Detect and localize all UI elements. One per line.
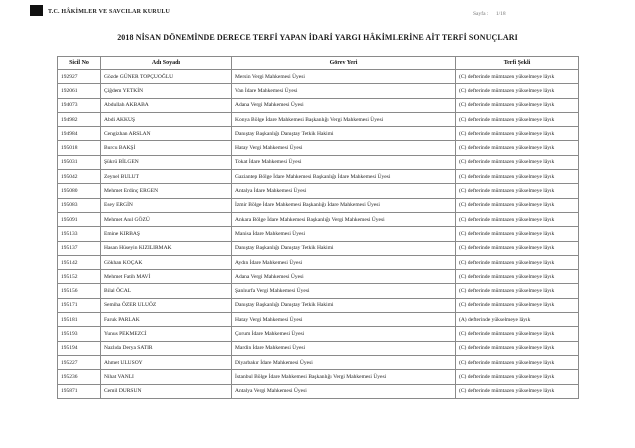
cell-gorev-yeri: Mardin İdare Mahkemesi Üyesi xyxy=(232,341,456,355)
cell-sicil-no: 194073 xyxy=(58,98,101,112)
table-row xyxy=(58,212,579,226)
cell-sicil-no: 195133 xyxy=(58,227,101,241)
cell-terfi-sekli: (C) defterinde mümtazen yükselmeye lâyık xyxy=(456,170,579,184)
cell-adi-soyadi: Şükrü BİLGEN xyxy=(101,155,232,169)
cell-terfi-sekli: (C) defterinde mümtazen yükselmeye lâyık xyxy=(456,155,579,169)
cell-adi-soyadi: Gökhan KOÇAK xyxy=(101,255,232,269)
cell-gorev-yeri: Adana Vergi Mahkemesi Üyesi xyxy=(232,98,456,112)
table-row xyxy=(58,70,579,84)
table-row xyxy=(58,112,579,126)
cell-gorev-yeri: Van İdare Mahkemesi Üyesi xyxy=(232,84,456,98)
cell-gorev-yeri: Danıştay Başkanlığı Danıştay Tetkik Hakimi xyxy=(232,298,456,312)
cell-adi-soyadi: Semiha ÖZER ULUÖZ xyxy=(101,298,232,312)
cell-sicil-no: 195171 xyxy=(58,298,101,312)
cell-adi-soyadi: Ahmet ULUSOY xyxy=(101,355,232,369)
cell-gorev-yeri: Şanlıurfa Vergi Mahkemesi Üyesi xyxy=(232,284,456,298)
cell-gorev-yeri: İzmir Bölge İdare Mahkemesi Başkanlığı İdare Mahkemesi Üyesi xyxy=(232,198,456,212)
cell-gorev-yeri: Antalya İdare Mahkemesi Üyesi xyxy=(232,184,456,198)
cell-sicil-no: 192927 xyxy=(58,70,101,84)
cell-sicil-no: 195156 xyxy=(58,284,101,298)
table-row xyxy=(58,270,579,284)
cell-adi-soyadi: Cemil DURSUN xyxy=(101,384,232,398)
table-row xyxy=(58,184,579,198)
table-row xyxy=(58,241,579,255)
cell-gorev-yeri: Manisa İdare Mahkemesi Üyesi xyxy=(232,227,456,241)
cell-terfi-sekli: (C) defterinde mümtazen yükselmeye lâyık xyxy=(456,70,579,84)
cell-sicil-no: 195031 xyxy=(58,155,101,169)
cell-terfi-sekli: (C) defterinde mümtazen yükselmeye lâyık xyxy=(456,98,579,112)
cell-gorev-yeri: Danıştay Başkanlığı Danıştay Tetkik Hakimi xyxy=(232,241,456,255)
cell-sicil-no: 195227 xyxy=(58,355,101,369)
column-header: Adı Soyadı xyxy=(101,57,232,70)
cell-sicil-no: 194982 xyxy=(58,112,101,126)
table-row xyxy=(58,84,579,98)
table-row xyxy=(58,127,579,141)
cell-sicil-no: 195194 xyxy=(58,341,101,355)
cell-terfi-sekli: (C) defterinde mümtazen yükselmeye lâyık xyxy=(456,298,579,312)
cell-sicil-no: 195042 xyxy=(58,170,101,184)
cell-terfi-sekli: (C) defterinde mümtazen yükselmeye lâyık xyxy=(456,212,579,226)
cell-adi-soyadi: Mehmet Fatih MAVİ xyxy=(101,270,232,284)
cell-terfi-sekli: (C) defterinde mümtazen yükselmeye lâyık xyxy=(456,255,579,269)
cell-sicil-no: 195083 xyxy=(58,198,101,212)
table-row xyxy=(58,313,579,327)
results-table xyxy=(57,56,579,399)
cell-adi-soyadi: Abdi AKKUŞ xyxy=(101,112,232,126)
cell-gorev-yeri: Gaziantep Bölge İdare Mahkemesi Başkanlığı İdare Mahkemesi Üyesi xyxy=(232,170,456,184)
table-header-row xyxy=(58,57,579,70)
column-header: Sicil No xyxy=(58,57,101,70)
cell-gorev-yeri: Aydın İdare Mahkemesi Üyesi xyxy=(232,255,456,269)
table-row xyxy=(58,170,579,184)
cell-gorev-yeri: Çorum İdare Mahkemesi Üyesi xyxy=(232,327,456,341)
cell-sicil-no: 195871 xyxy=(58,384,101,398)
table-row xyxy=(58,284,579,298)
cell-adi-soyadi: Emine KIRBAŞ xyxy=(101,227,232,241)
cell-terfi-sekli: (C) defterinde mümtazen yükselmeye lâyık xyxy=(456,127,579,141)
cell-sicil-no: 194984 xyxy=(58,127,101,141)
table-row xyxy=(58,155,579,169)
cell-terfi-sekli: (A) defterinde yükselmeye lâyık xyxy=(456,313,579,327)
cell-terfi-sekli: (C) defterinde mümtazen yükselmeye lâyık xyxy=(456,184,579,198)
cell-sicil-no: 195018 xyxy=(58,141,101,155)
column-header: Terfi Şekli xyxy=(456,57,579,70)
cell-adi-soyadi: Mehmet Anıl GÖZÜ xyxy=(101,212,232,226)
cell-adi-soyadi: Esey ERGİN xyxy=(101,198,232,212)
table-row xyxy=(58,198,579,212)
table-row xyxy=(58,355,579,369)
cell-terfi-sekli: (C) defterinde mümtazen yükselmeye lâyık xyxy=(456,327,579,341)
cell-adi-soyadi: Zeynel BULUT xyxy=(101,170,232,184)
table-row xyxy=(58,384,579,398)
org-name: T.C. HÂKİMLER VE SAVCILAR KURULU xyxy=(48,9,171,15)
cell-sicil-no: 195091 xyxy=(58,212,101,226)
cell-terfi-sekli: (C) defterinde mümtazen yükselmeye lâyık xyxy=(456,241,579,255)
cell-gorev-yeri: Danıştay Başkanlığı Danıştay Tetkik Hakimi xyxy=(232,127,456,141)
table-row xyxy=(58,298,579,312)
cell-terfi-sekli: (C) defterinde mümtazen yükselmeye lâyık xyxy=(456,370,579,384)
cell-gorev-yeri: Konya Bölge İdare Mahkemesi Başkanlığı Vergi Mahkemesi Üyesi xyxy=(232,112,456,126)
table-row xyxy=(58,227,579,241)
cell-terfi-sekli: (C) defterinde mümtazen yükselmeye lâyık xyxy=(456,112,579,126)
table-row xyxy=(58,341,579,355)
table-row xyxy=(58,255,579,269)
org-emblem xyxy=(30,5,43,16)
cell-sicil-no: 195181 xyxy=(58,313,101,327)
cell-adi-soyadi: Mehmet Erdinç ERGEN xyxy=(101,184,232,198)
cell-gorev-yeri: Mersin Vergi Mahkemesi Üyesi xyxy=(232,70,456,84)
cell-sicil-no: 195142 xyxy=(58,255,101,269)
cell-terfi-sekli: (C) defterinde mümtazen yükselmeye lâyık xyxy=(456,198,579,212)
page-info xyxy=(473,11,512,17)
cell-adi-soyadi: Çiğdem YETKİN xyxy=(101,84,232,98)
cell-sicil-no: 195236 xyxy=(58,370,101,384)
cell-adi-soyadi: Faruk PARLAK xyxy=(101,313,232,327)
cell-terfi-sekli: (C) defterinde mümtazen yükselmeye lâyık xyxy=(456,341,579,355)
cell-gorev-yeri: Ankara Bölge İdare Mahkemesi Başkanlığı Vergi Mahkemesi Üyesi xyxy=(232,212,456,226)
cell-gorev-yeri: Hatay Vergi Mahkemesi Üyesi xyxy=(232,141,456,155)
cell-terfi-sekli: (C) defterinde mümtazen yükselmeye lâyık xyxy=(456,284,579,298)
cell-adi-soyadi: Yunus PEKMEZCİ xyxy=(101,327,232,341)
cell-adi-soyadi: Hasan Hüseyin KIZILIRMAK xyxy=(101,241,232,255)
table-body xyxy=(58,70,579,399)
cell-terfi-sekli: (C) defterinde mümtazen yükselmeye lâyık xyxy=(456,84,579,98)
cell-adi-soyadi: Nihat VANLI xyxy=(101,370,232,384)
table-row xyxy=(58,327,579,341)
document-title: 2018 NİSAN DÖNEMİNDE DERECE TERFİ YAPAN İDARİ YARGI HÂKİMLERİNE AİT TERFİ SONUÇLARI xyxy=(117,33,518,42)
cell-gorev-yeri: Antalya Vergi Mahkemesi Üyesi xyxy=(232,384,456,398)
cell-terfi-sekli: (C) defterinde mümtazen yükselmeye lâyık xyxy=(456,355,579,369)
cell-sicil-no: 195193 xyxy=(58,327,101,341)
page-label: Sayfa : xyxy=(473,11,489,17)
cell-sicil-no: 192061 xyxy=(58,84,101,98)
cell-gorev-yeri: Hatay Vergi Mahkemesi Üyesi xyxy=(232,313,456,327)
page-number: 1/18 xyxy=(495,11,506,17)
cell-gorev-yeri: Tokat İdare Mahkemesi Üyesi xyxy=(232,155,456,169)
cell-adi-soyadi: Gözde GÜNER TOPÇUOĞLU xyxy=(101,70,232,84)
cell-gorev-yeri: Diyarbakır İdare Mahkemesi Üyesi xyxy=(232,355,456,369)
cell-adi-soyadi: Burcu BAKŞİ xyxy=(101,141,232,155)
cell-sicil-no: 195080 xyxy=(58,184,101,198)
cell-sicil-no: 195137 xyxy=(58,241,101,255)
cell-adi-soyadi: Nazlıda Derya SATIR xyxy=(101,341,232,355)
table-row xyxy=(58,370,579,384)
table-row xyxy=(58,98,579,112)
table-row xyxy=(58,141,579,155)
cell-terfi-sekli: (C) defterinde mümtazen yükselmeye lâyık xyxy=(456,270,579,284)
column-header: Görev Yeri xyxy=(232,57,456,70)
cell-adi-soyadi: Bilal ÖCAL xyxy=(101,284,232,298)
cell-terfi-sekli: (C) defterinde mümtazen yükselmeye lâyık xyxy=(456,141,579,155)
cell-gorev-yeri: İstanbul Bölge İdare Mahkemesi Başkanlığı Vergi Mahkemesi Üyesi xyxy=(232,370,456,384)
cell-adi-soyadi: Cengizhan ARSLAN xyxy=(101,127,232,141)
cell-terfi-sekli: (C) defterinde mümtazen yükselmeye lâyık xyxy=(456,384,579,398)
cell-adi-soyadi: Abdullah AKBABA xyxy=(101,98,232,112)
cell-gorev-yeri: Adana Vergi Mahkemesi Üyesi xyxy=(232,270,456,284)
cell-sicil-no: 195152 xyxy=(58,270,101,284)
cell-terfi-sekli: (C) defterinde mümtazen yükselmeye lâyık xyxy=(456,227,579,241)
